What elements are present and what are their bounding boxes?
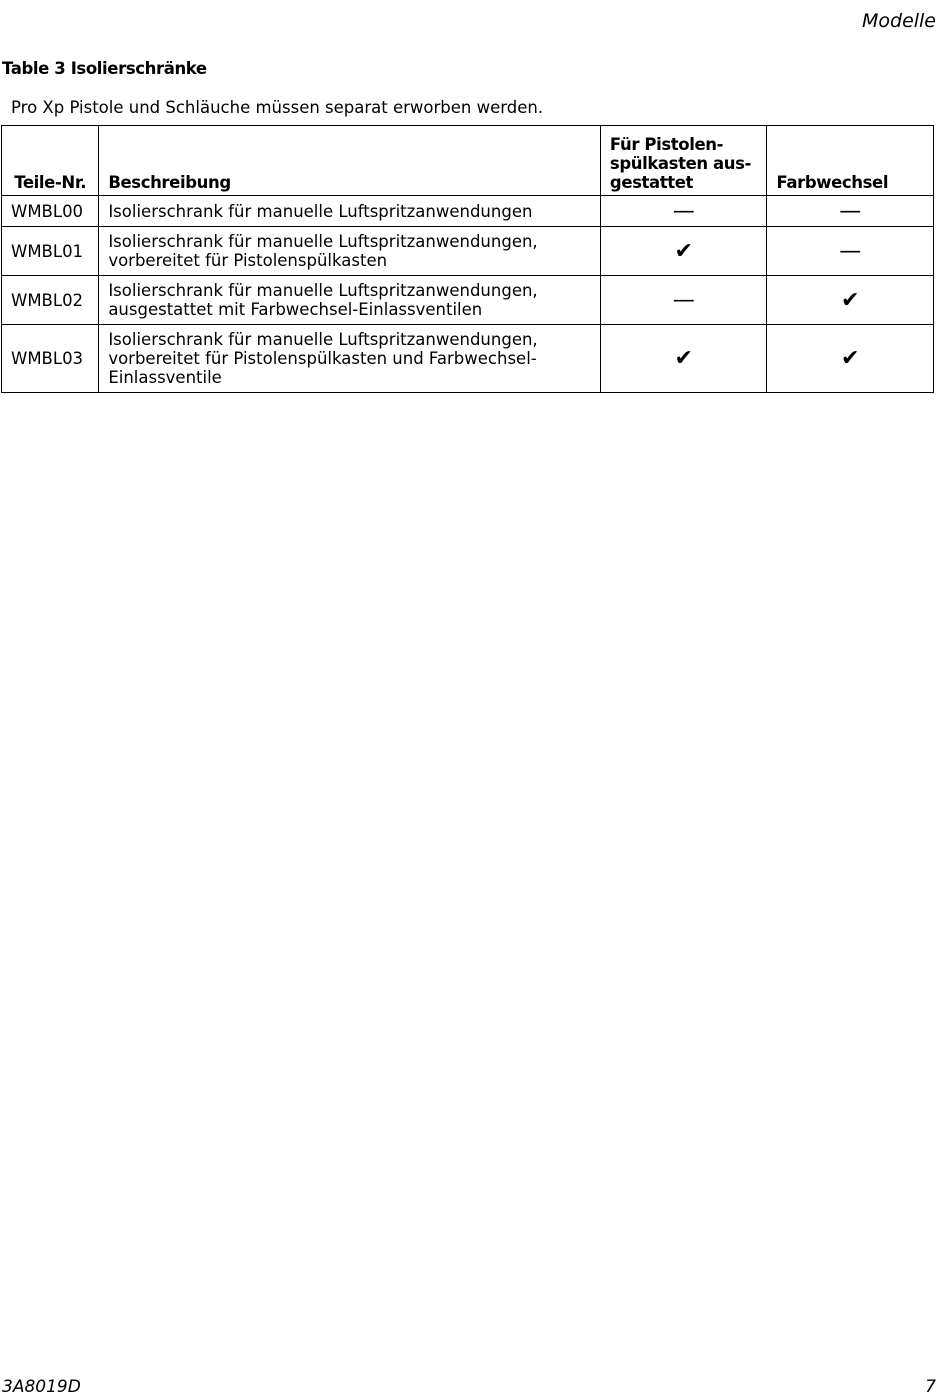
dash-icon: —	[767, 196, 934, 227]
description-cell: Isolierschrank für manuelle Luftspritzanwendungen	[99, 196, 601, 227]
header-flush-box: Für Pistolen-spülkasten aus-gestattet	[600, 126, 767, 196]
part-number-cell: WMBL01	[2, 227, 99, 276]
table-row	[2, 196, 934, 227]
header-part-number: Teile-Nr.	[2, 126, 99, 196]
dash-icon: —	[767, 227, 934, 276]
checkmark-icon: ✔	[600, 227, 767, 276]
table-caption: Table 3 Isolierschränke	[2, 59, 207, 78]
checkmark-icon: ✔	[767, 325, 934, 393]
dash-icon: —	[600, 196, 767, 227]
part-number-cell: WMBL03	[2, 325, 99, 393]
page-number: 7	[925, 1377, 936, 1397]
description-cell: Isolierschrank für manuelle Luftspritzanwendungen, ausgestattet mit Farbwechsel-Einlassventilen	[99, 276, 601, 325]
table-header-row	[2, 126, 934, 196]
section-title: Modelle	[861, 10, 936, 32]
document-number: 3A8019D	[2, 1377, 81, 1397]
checkmark-icon: ✔	[767, 276, 934, 325]
models-table	[1, 125, 934, 393]
description-cell: Isolierschrank für manuelle Luftspritzanwendungen, vorbereitet für Pistolenspülkasten und Farbwechsel-Einlassventile	[99, 325, 601, 393]
header-color-change: Farbwechsel	[767, 126, 934, 196]
part-number-cell: WMBL02	[2, 276, 99, 325]
header-description: Beschreibung	[99, 126, 601, 196]
checkmark-icon: ✔	[600, 325, 767, 393]
part-number-cell: WMBL00	[2, 196, 99, 227]
table-row	[2, 227, 934, 276]
dash-icon: —	[600, 276, 767, 325]
table-note: Pro Xp Pistole und Schläuche müssen separat erworben werden.	[11, 98, 544, 117]
table-row	[2, 325, 934, 393]
table-row	[2, 276, 934, 325]
description-cell: Isolierschrank für manuelle Luftspritzanwendungen, vorbereitet für Pistolenspülkasten	[99, 227, 601, 276]
